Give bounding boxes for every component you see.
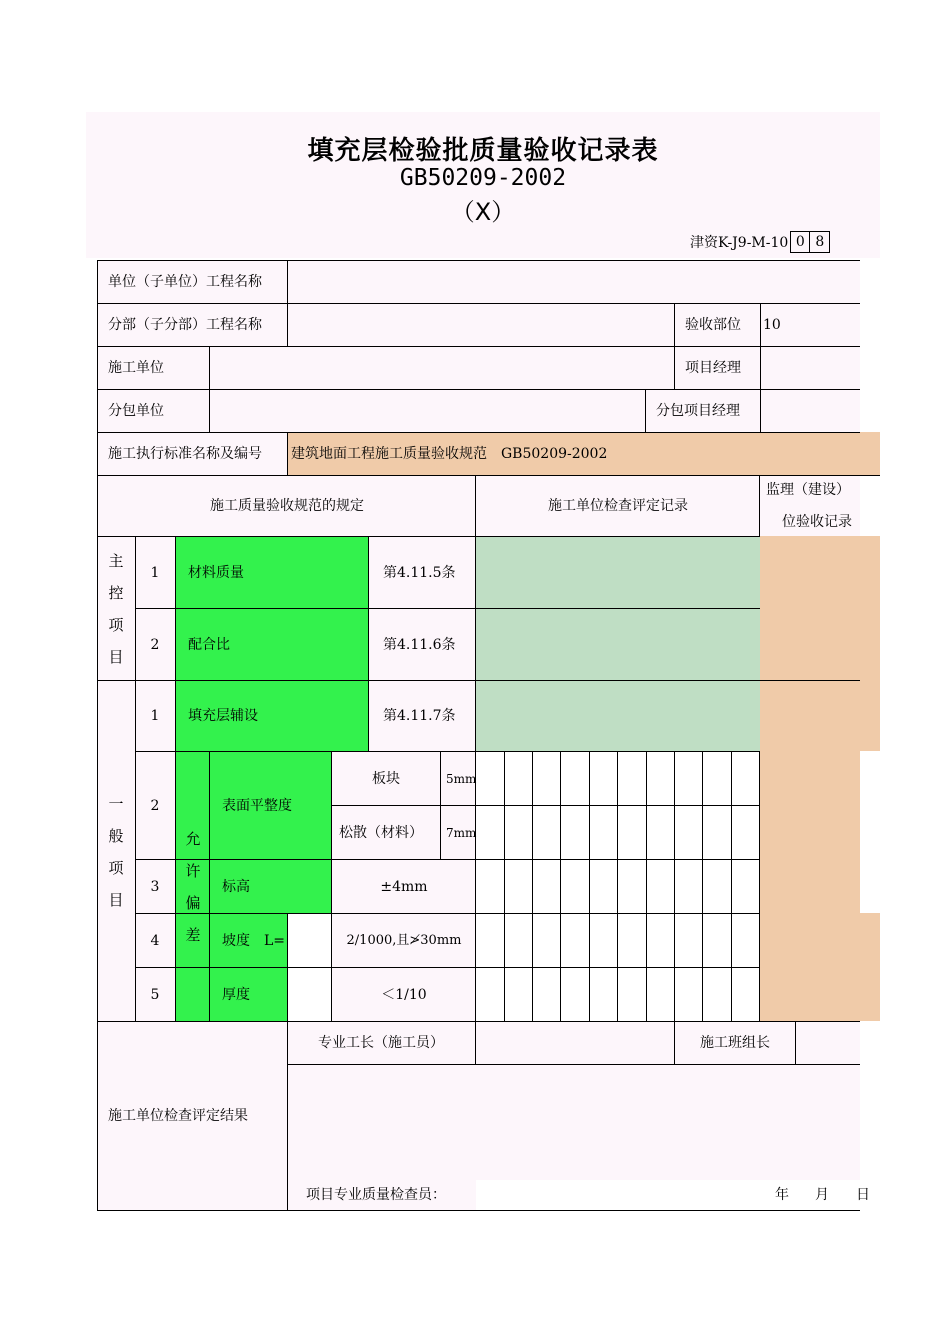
grid-line [731, 751, 732, 1021]
elevation-value: ±4mm [380, 879, 428, 895]
grid-line [97, 475, 880, 476]
grid-line [645, 389, 646, 432]
grid-line [135, 608, 760, 609]
grid-line [135, 536, 136, 1021]
grid-line [97, 536, 760, 537]
form-code [690, 231, 830, 253]
tolerance-char: 允 [185, 830, 201, 848]
grid-line [209, 751, 210, 1021]
group-char: 项 [108, 616, 124, 634]
spec-column-heading: 施工质量验收规范的规定 [210, 498, 364, 514]
unit-project-label: 单位（子单位）工程名称 [108, 274, 262, 290]
group-char: 般 [108, 827, 124, 845]
subcontract-manager-label: 分包项目经理 [656, 403, 740, 419]
tolerance-char: 偏 [185, 894, 201, 912]
general-item-no: 5 [150, 987, 160, 1003]
grid-line [440, 751, 441, 859]
acceptance-part-label: 验收部位 [685, 317, 741, 333]
grid-line [97, 432, 860, 433]
grid-line [674, 303, 675, 389]
form-code-digit-1: 0 [790, 231, 810, 253]
general-items-label [106, 788, 126, 916]
foreman-label: 专业工长（施工员） [318, 1035, 444, 1051]
grid-line [532, 751, 533, 1021]
grid-line [97, 1021, 860, 1022]
supervisor-column-heading-1: 监理（建设） [766, 482, 850, 498]
contractor-column-heading: 施工单位检查评定记录 [548, 498, 688, 514]
general-item-no: 2 [150, 798, 160, 814]
grid-line [795, 1021, 796, 1064]
grid-line [97, 303, 860, 304]
grid-line [287, 260, 288, 346]
grid-line [97, 680, 860, 681]
form-code-prefix: 津资K-J9-M-10 [690, 235, 789, 251]
standard-value: 建筑地面工程施工质量验收规范 GB50209-2002 [291, 446, 608, 462]
year-label: 年 [775, 1187, 789, 1203]
grid-line [331, 751, 332, 1021]
result-label: 施工单位检查评定结果 [108, 1108, 248, 1124]
grid-line [759, 751, 760, 1021]
general-item-name: 填充层辅设 [188, 708, 258, 724]
construction-unit-label: 施工单位 [108, 360, 164, 376]
main-item-clause: 第4.11.5条 [383, 565, 456, 581]
form-title: 填充层检验批质量验收记录表 [307, 136, 659, 166]
grid-line [135, 913, 760, 914]
grid-line [760, 303, 761, 432]
group-char: 目 [108, 648, 124, 666]
grid-line [617, 751, 618, 1021]
grid-line [97, 1210, 860, 1211]
form-variant: （Ⅹ） [450, 198, 516, 226]
group-char: 一 [108, 795, 124, 813]
grid-line [475, 1021, 476, 1064]
loose-material-value: 7mm [446, 826, 477, 840]
grid-line [97, 260, 98, 1210]
group-char: 控 [108, 584, 124, 602]
standard-code: GB50209-2002 [399, 165, 567, 191]
sub-project-label: 分部（子分部）工程名称 [108, 317, 262, 333]
block-label: 板块 [372, 771, 400, 787]
grid-line [287, 1021, 288, 1210]
elevation-label: 标高 [222, 879, 250, 895]
contractor-record-fill [476, 536, 760, 751]
general-item-no: 1 [150, 708, 160, 724]
grid-line [135, 859, 760, 860]
grid-line [759, 475, 760, 536]
general-item-no: 4 [150, 933, 160, 949]
grid-line [560, 751, 561, 1021]
main-item-no: 2 [150, 637, 160, 653]
block-value: 5mm [446, 772, 477, 786]
grid-line [209, 346, 210, 432]
grid-line [97, 389, 860, 390]
supervisor-fill-upper [760, 536, 880, 751]
slope-value: 2/1000,且≯30mm [346, 933, 462, 948]
grid-line [97, 260, 860, 261]
general-item-clause: 第4.11.7条 [383, 708, 456, 724]
grid-line [287, 432, 288, 475]
grid-line [97, 346, 860, 347]
group-char: 项 [108, 859, 124, 877]
form-code-digit-2: 8 [810, 231, 830, 253]
tolerance-label [183, 823, 203, 951]
supervisor-column-heading-2: 位验收记录 [782, 514, 852, 530]
project-manager-label: 项目经理 [685, 360, 741, 376]
supervisor-fill-edge [860, 913, 880, 1021]
main-item-name: 配合比 [188, 637, 230, 653]
flatness-label: 表面平整度 [222, 798, 292, 814]
main-item-no: 1 [150, 565, 160, 581]
thickness-label: 厚度 [222, 987, 250, 1003]
day-label: 日 [856, 1187, 870, 1203]
team-leader-label: 施工班组长 [700, 1035, 770, 1051]
general-item-no: 3 [150, 879, 160, 895]
grid-line [135, 751, 760, 752]
grid-line [702, 751, 703, 1021]
signature-area[interactable] [476, 1180, 870, 1210]
slope-label: 坡度 L= [222, 933, 286, 949]
standard-label: 施工执行标准名称及编号 [108, 446, 262, 462]
main-item-name: 材料质量 [188, 565, 244, 581]
tolerance-char: 许 [185, 862, 201, 880]
grid-line [504, 751, 505, 1021]
grid-line [674, 751, 675, 1021]
main-control-label [106, 545, 126, 673]
subcontract-unit-label: 分包单位 [108, 403, 164, 419]
grid-line [175, 536, 176, 1021]
acceptance-part-value[interactable]: 10 [763, 317, 781, 333]
supervisor-fill-lower [760, 751, 860, 1021]
loose-material-label: 松散（材料） [339, 825, 423, 841]
grid-line [646, 751, 647, 1021]
inspector-label: 项目专业质量检查员： [306, 1187, 446, 1203]
tolerance-char: 差 [185, 926, 201, 944]
thickness-value: ＜1/10 [381, 987, 427, 1003]
grid-line [331, 805, 760, 806]
grid-line [287, 913, 288, 1021]
measurement-grid[interactable] [476, 751, 760, 1021]
group-char: 目 [108, 891, 124, 909]
main-item-clause: 第4.11.6条 [383, 637, 456, 653]
grid-line [368, 536, 369, 751]
grid-line [135, 967, 760, 968]
grid-line [589, 751, 590, 1021]
group-char: 主 [108, 552, 124, 570]
grid-line [475, 475, 476, 1021]
grid-line [674, 1021, 675, 1064]
grid-line [287, 1064, 860, 1065]
month-label: 月 [815, 1187, 829, 1203]
